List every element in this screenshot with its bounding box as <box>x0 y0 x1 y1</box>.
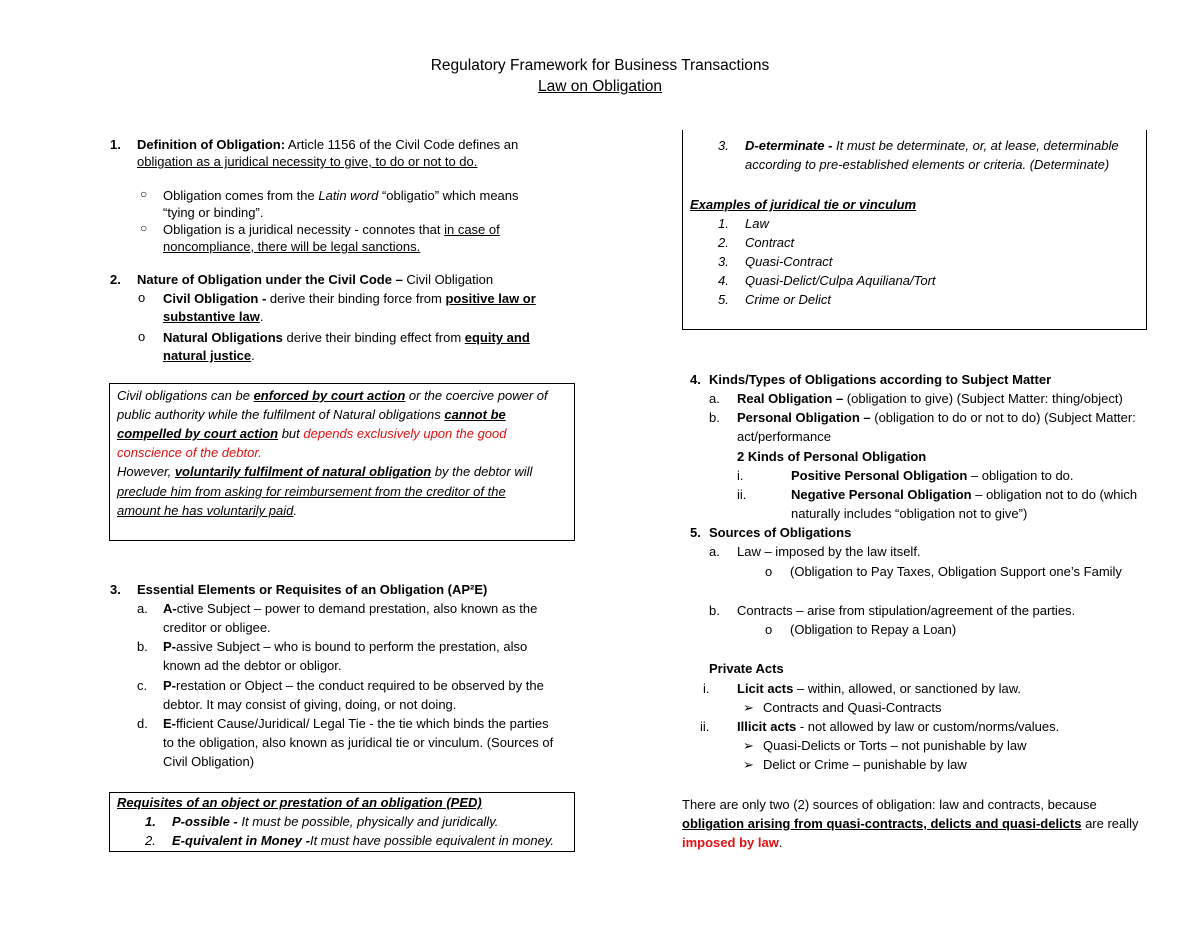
bullet-o-icon: o <box>138 290 146 305</box>
personal-kinds-heading: 2 Kinds of Personal Obligation <box>737 449 927 464</box>
box1-line-6: preclude him from asking for reimbursement from the creditor of the <box>117 484 506 499</box>
kind-b-label: b. <box>709 410 720 425</box>
source-a-label: a. <box>709 544 720 559</box>
arrow-bullet-icon: ➢ <box>743 757 754 772</box>
example-number: 5. <box>718 292 729 307</box>
source-a-example: (Obligation to Pay Taxes, Obligation Support one’s Family <box>790 564 1122 579</box>
example-item: Contract <box>745 235 795 250</box>
requisite-1: P-ossible - It must be possible, physically and juridically. <box>172 814 499 829</box>
bullet-circle-icon: ○ <box>140 221 148 235</box>
private-acts-heading: Private Acts <box>709 661 784 676</box>
item-d-text-3: Civil Obligation) <box>163 754 255 769</box>
example-number: 2. <box>718 235 729 250</box>
section-1-bullet-1-cont: “tying or binding”. <box>163 205 264 220</box>
closing-line-3: imposed by law. <box>682 835 783 850</box>
section-5-number: 5. <box>690 525 701 540</box>
section-1-bullet-1: Obligation comes from the Latin word “obligatio” which means <box>163 188 519 203</box>
illicit-sub-2: Delict or Crime – punishable by law <box>763 757 967 772</box>
section-1-bullet-2: Obligation is a juridical necessity - connotes that in case of <box>163 222 500 237</box>
section-1-definition: obligation as a juridical necessity to give, to do or not to do. <box>137 154 478 169</box>
example-number: 3. <box>718 254 729 269</box>
kind-a-text: Real Obligation – (obligation to give) (Subject Matter: thing/object) <box>737 391 1123 406</box>
section-4-heading: Kinds/Types of Obligations according to Subject Matter <box>709 372 1052 387</box>
example-item: Law <box>745 216 769 231</box>
requisite-3-cont: according to pre-established elements or criteria. (Determinate) <box>745 157 1110 172</box>
requisite-2-number: 2. <box>145 833 156 848</box>
example-number: 4. <box>718 273 729 288</box>
example-item: Quasi-Contract <box>745 254 833 269</box>
requisite-3-number: 3. <box>718 138 729 153</box>
kind-b-text-2: act/performance <box>737 429 831 444</box>
source-b-text: Contracts – arise from stipulation/agreement of the parties. <box>737 603 1076 618</box>
item-a-text: A-ctive Subject – power to demand prestation, also known as the <box>163 601 538 616</box>
box1-line-7: amount he has voluntarily paid. <box>117 503 297 518</box>
examples-heading: Examples of juridical tie or vinculum <box>690 197 917 212</box>
item-b-text-2: known ad the debtor or obligor. <box>163 658 342 673</box>
requisite-1-number: 1. <box>145 814 156 829</box>
kind-ii-text: Negative Personal Obligation – obligation not to do (which <box>791 487 1138 502</box>
document-subtitle: Law on Obligation <box>537 78 663 95</box>
section-1-bullet-2-cont: noncompliance, there will be legal sanctions. <box>163 239 421 254</box>
bullet-o-icon: o <box>765 564 773 579</box>
civil-obligation-line: Civil Obligation - derive their binding force from positive law or <box>163 291 536 306</box>
bullet-o-icon: o <box>765 622 773 637</box>
box1-line-5: However, voluntarily fulfilment of natural obligation by the debtor will <box>117 464 533 479</box>
example-item: Quasi-Delict/Culpa Aquiliana/Tort <box>745 273 936 288</box>
bullet-o-icon: o <box>138 329 146 344</box>
closing-line-1: There are only two (2) sources of obligation: law and contracts, because <box>682 797 1097 812</box>
kind-i-text: Positive Personal Obligation – obligation to do. <box>791 468 1074 483</box>
item-a-label: a. <box>137 601 148 616</box>
document-title: Regulatory Framework for Business Transactions <box>430 57 770 74</box>
item-a-text-2: creditor or obligee. <box>163 620 271 635</box>
box1-line-3: compelled by court action but depends exclusively upon the good <box>117 426 507 441</box>
section-3-heading: Essential Elements or Requisites of an Obligation (AP²E) <box>137 582 488 597</box>
illicit-sub-1: Quasi-Delicts or Torts – not punishable by law <box>763 738 1027 753</box>
licit-acts-text: Licit acts – within, allowed, or sanctioned by law. <box>737 681 1021 696</box>
kind-b-text: Personal Obligation – (obligation to do or not to do) (Subject Matter: <box>737 410 1136 425</box>
section-3-number: 3. <box>110 582 121 597</box>
box1-line-4: conscience of the debtor. <box>117 445 262 460</box>
requisite-3: D-eterminate - It must be determinate, or, at lease, determinable <box>745 138 1119 153</box>
box1-line-1: Civil obligations can be enforced by court action or the coercive power of <box>117 388 548 403</box>
source-b-label: b. <box>709 603 720 618</box>
section-5-heading: Sources of Obligations <box>709 525 852 540</box>
natural-obligation-line: Natural Obligations derive their binding effect from equity and <box>163 330 530 345</box>
illicit-label: ii. <box>700 719 710 734</box>
item-d-text: E-fficient Cause/Juridical/ Legal Tie - the tie which binds the parties <box>163 716 549 731</box>
section-1-number: 1. <box>110 137 121 152</box>
bullet-circle-icon: ○ <box>140 187 148 201</box>
item-c-text: P-restation or Object – the conduct required to be observed by the <box>163 678 544 693</box>
section-2-number: 2. <box>110 272 121 287</box>
source-b-example: (Obligation to Repay a Loan) <box>790 622 957 637</box>
example-item: Crime or Delict <box>745 292 831 307</box>
requisite-2: E-quivalent in Money -It must have possible equivalent in money. <box>172 833 554 848</box>
illicit-acts-text: Illicit acts - not allowed by law or custom/norms/values. <box>737 719 1060 734</box>
section-1-heading-line: Definition of Obligation: Article 1156 of the Civil Code defines an <box>137 137 519 152</box>
item-d-label: d. <box>137 716 148 731</box>
arrow-bullet-icon: ➢ <box>743 738 754 753</box>
section-2-heading: Nature of Obligation under the Civil Code – Civil Obligation <box>137 272 494 287</box>
item-b-text: P-assive Subject – who is bound to perform the prestation, also <box>163 639 528 654</box>
kind-ii-text-2: naturally includes “obligation not to give”) <box>791 506 1028 521</box>
arrow-bullet-icon: ➢ <box>743 700 754 715</box>
item-c-text-2: debtor. It may consist of giving, doing, or not doing. <box>163 697 457 712</box>
requisites-heading: Requisites of an object or prestation of an obligation (PED) <box>117 795 482 810</box>
item-c-label: c. <box>137 678 148 693</box>
natural-obligation-line-2: natural justice. <box>163 348 255 363</box>
item-b-label: b. <box>137 639 148 654</box>
kind-a-label: a. <box>709 391 720 406</box>
licit-sub-1: Contracts and Quasi-Contracts <box>763 700 942 715</box>
civil-obligation-line-2: substantive law. <box>163 309 264 324</box>
section-4-number: 4. <box>690 372 701 387</box>
box1-line-2: public authority while the fulfilment of Natural obligations cannot be <box>117 407 506 422</box>
source-a-text: Law – imposed by the law itself. <box>737 544 921 559</box>
kind-ii-label: ii. <box>737 487 747 502</box>
licit-label: i. <box>703 681 710 696</box>
example-number: 1. <box>718 216 729 231</box>
item-d-text-2: to the obligation, also known as juridical tie or vinculum. (Sources of <box>163 735 554 750</box>
closing-line-2: obligation arising from quasi-contracts, delicts and quasi-delicts are really <box>682 816 1139 831</box>
kind-i-label: i. <box>737 468 744 483</box>
